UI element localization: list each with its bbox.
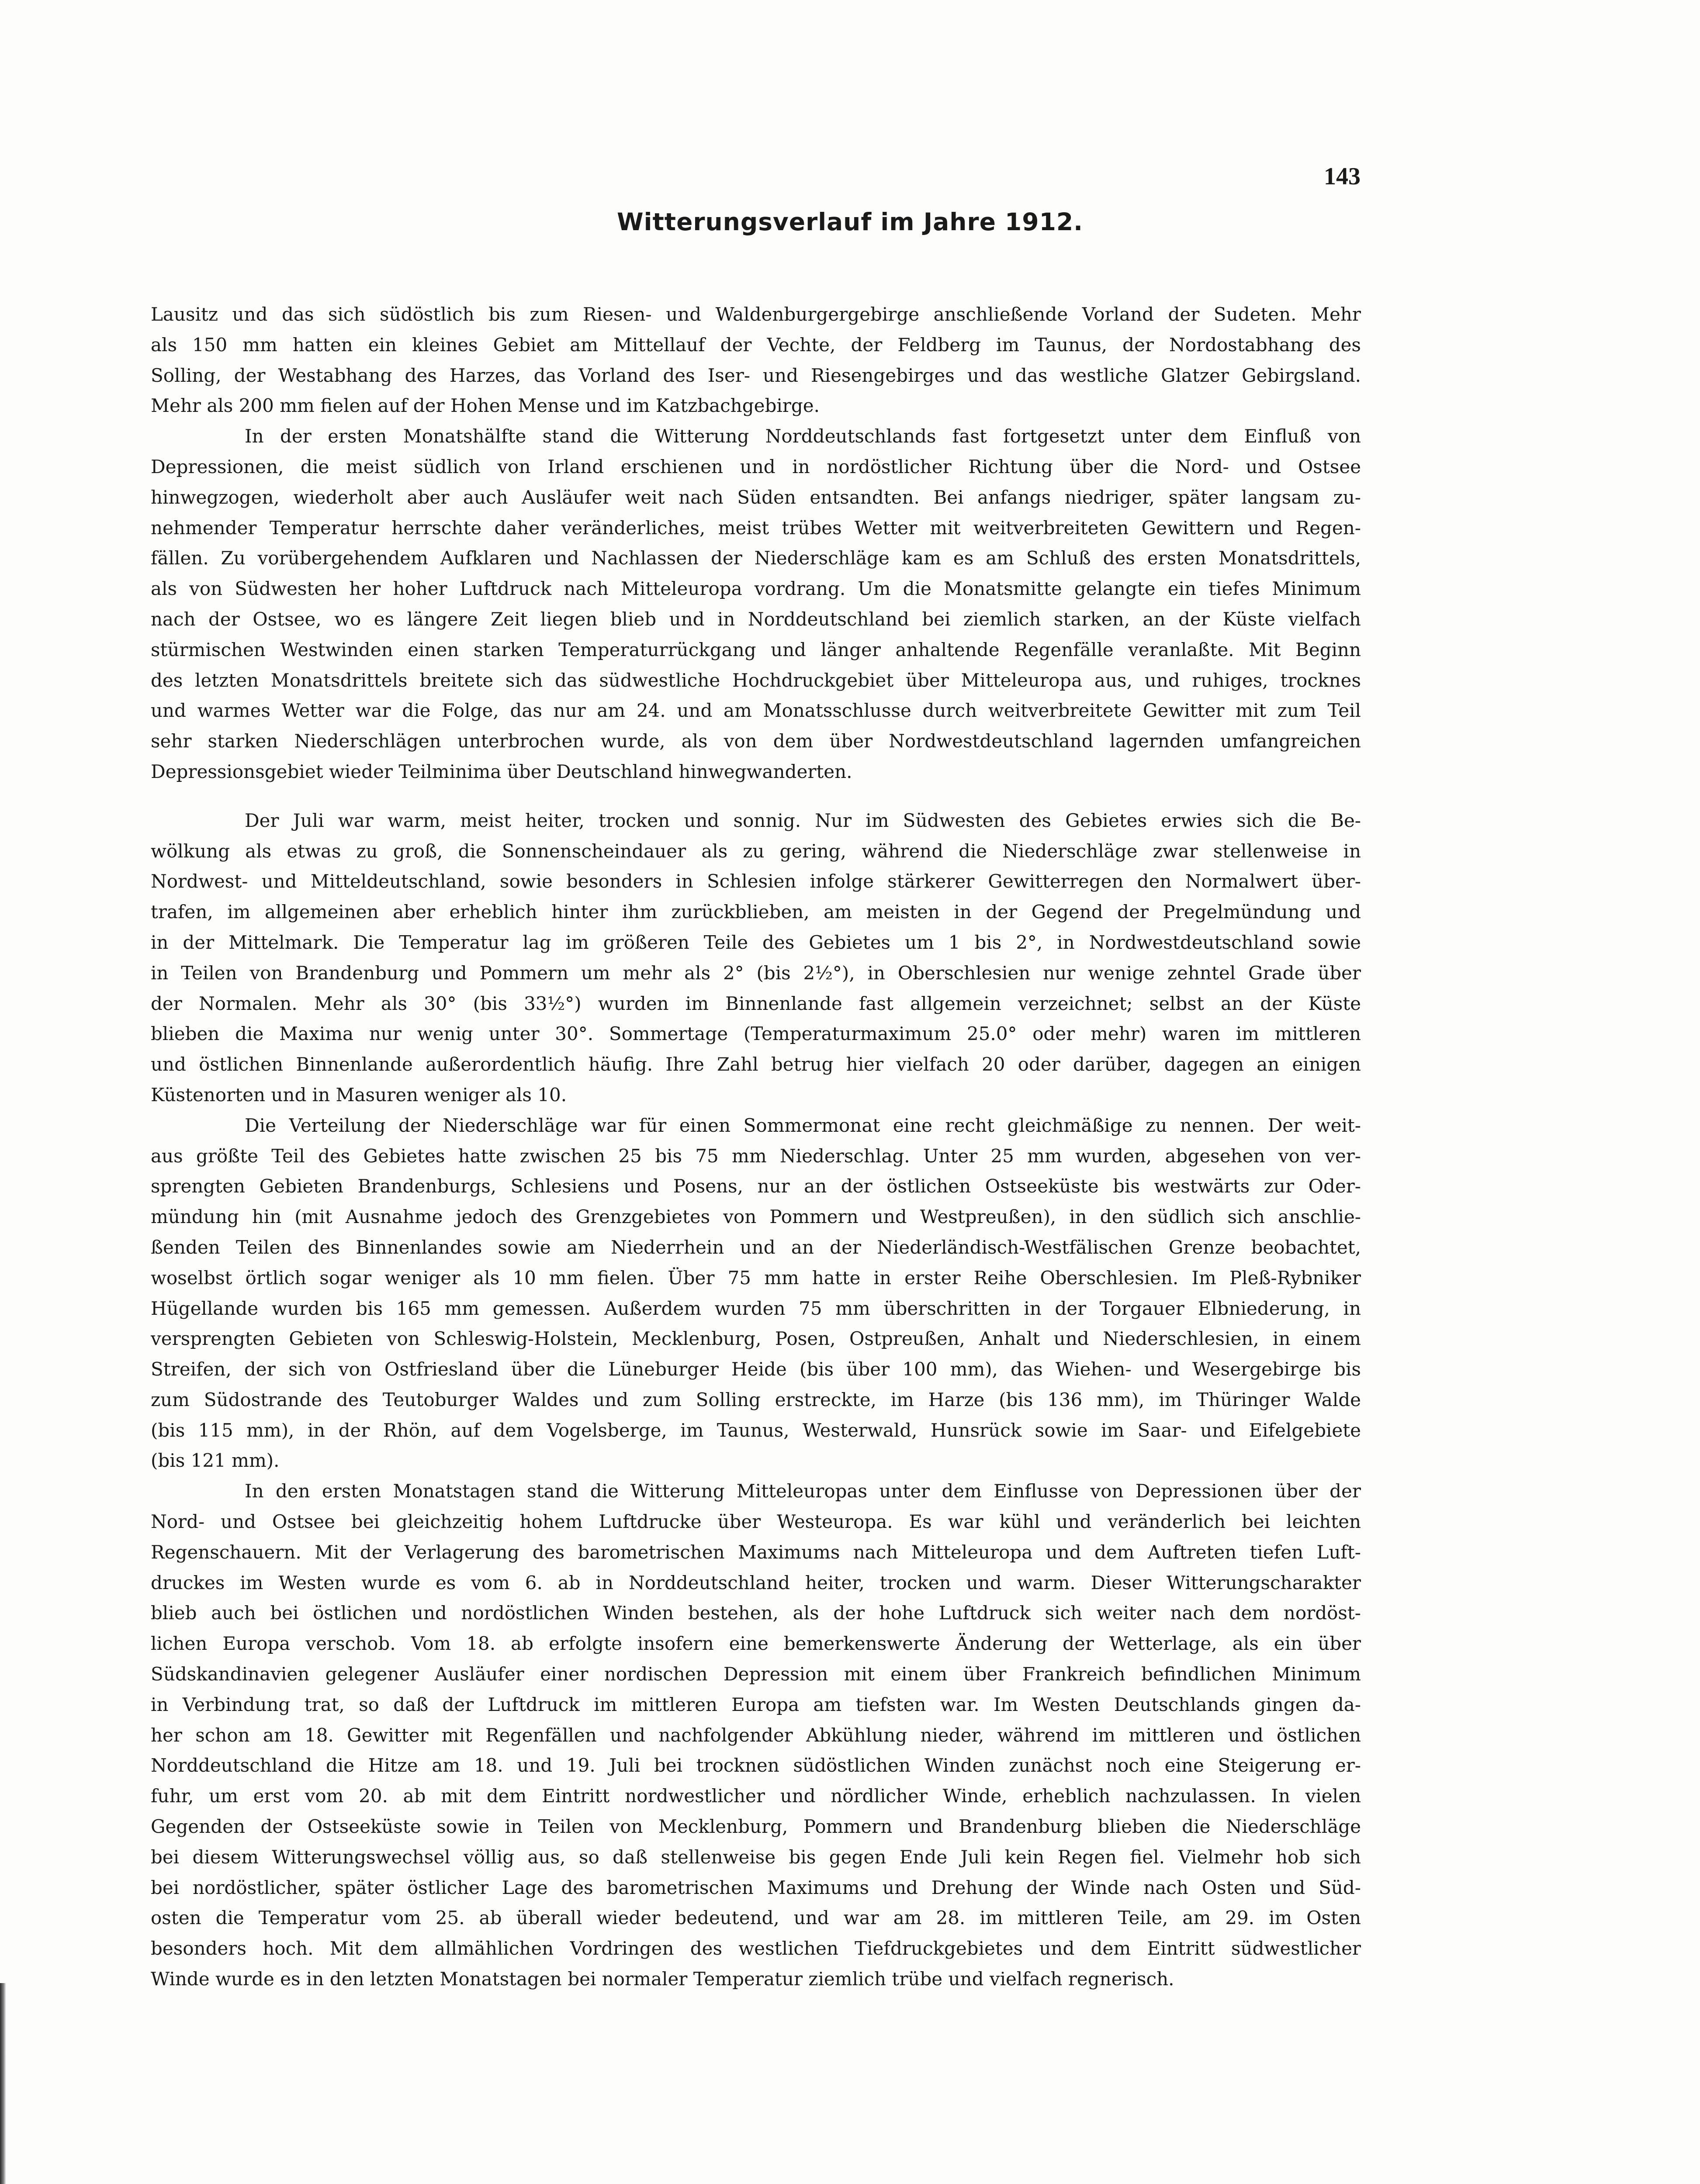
text-line: In den ersten Monatstagen stand die Witterung Mitteleuropas unter dem Einflusse von Depressionen über der bbox=[245, 1480, 1361, 1502]
text-line: osten die Temperatur vom 25. ab überall wieder bedeutend, und war am 28. im mittleren Teile, am 29. im Osten bbox=[151, 1907, 1361, 1929]
text-line: nach der Ostsee, wo es längere Zeit liegen blieb und in Norddeutschland bei ziemlich starken, an der Küste vielfach bbox=[151, 608, 1361, 630]
body-text bbox=[151, 299, 1361, 1994]
text-line: Winde wurde es in den letzten Monatstagen bei normaler Temperatur ziemlich trübe und vielfach regnerisch. bbox=[151, 1968, 1174, 1990]
text-line: mündung hin (mit Ausnahme jedoch des Grenzgebietes von Pommern und Westpreußen), in den südlich sich anschlie- bbox=[151, 1206, 1361, 1228]
text-line: Depressionen, die meist südlich von Irland erschienen und in nordöstlicher Richtung über die Nord- und Ostsee bbox=[151, 456, 1361, 477]
text-line: als von Südwesten her hoher Luftdruck nach Mitteleuropa vordrang. Um die Monatsmitte gelangte ein tiefes Minimum bbox=[151, 578, 1361, 600]
text-line: wölkung als etwas zu groß, die Sonnenscheindauer als zu gering, während die Niederschläge zwar stellenweise in bbox=[151, 840, 1361, 862]
text-line: blieben die Maxima nur wenig unter 30°. Sommertage (Temperaturmaximum 25.0° oder mehr) waren im mittleren bbox=[151, 1023, 1361, 1045]
text-line: in der Mittelmark. Die Temperatur lag im größeren Teile des Gebietes um 1 bis 2°, in Nordwestdeutschland sowie bbox=[151, 931, 1361, 953]
text-line: her schon am 18. Gewitter mit Regenfällen und nachfolgender Abkühlung nieder, während im mittleren und östlichen bbox=[151, 1724, 1361, 1746]
text-line: aus größte Teil des Gebietes hatte zwischen 25 bis 75 mm Niederschlag. Unter 25 mm wurden, abgesehen von ver- bbox=[151, 1145, 1361, 1167]
text-line: fuhr, um erst vom 20. ab mit dem Eintritt nordwestlicher und nördlicher Winde, erheblich nachzulassen. In vielen bbox=[151, 1785, 1361, 1807]
text-line: Küstenorten und in Masuren weniger als 10. bbox=[151, 1084, 567, 1106]
paragraph-2 bbox=[151, 421, 1361, 787]
text-line: Nordwest- und Mitteldeutschland, sowie besonders in Schlesien infolge stärkerer Gewitterregen den Normalwert über- bbox=[151, 871, 1361, 892]
text-line: besonders hoch. Mit dem allmählichen Vordringen des westlichen Tiefdruckgebietes und dem Eintritt südwestlicher bbox=[151, 1938, 1361, 1959]
text-line: lichen Europa verschob. Vom 18. ab erfolgte insofern eine bemerkenswerte Änderung der Wetterlage, als ein über bbox=[151, 1633, 1361, 1655]
text-line: (bis 121 mm). bbox=[151, 1450, 280, 1472]
text-line: bei nordöstlicher, später östlicher Lage des barometrischen Maximums und Drehung der Winde nach Osten und Süd- bbox=[151, 1876, 1361, 1898]
paragraph-1 bbox=[151, 299, 1361, 421]
text-line: fällen. Zu vorübergehendem Aufklaren und Nachlassen der Niederschläge kam es am Schluß des ersten Monatsdrittels, bbox=[151, 547, 1361, 569]
text-line: in Teilen von Brandenburg und Pommern um mehr als 2° (bis 2½°), in Oberschlesien nur wenige zehntel Grade über bbox=[151, 962, 1361, 984]
text-line: in Verbindung trat, so daß der Luftdruck im mittleren Europa am tiefsten war. Im Westen Deutschlands gingen da- bbox=[151, 1693, 1361, 1715]
text-line: Gegenden der Ostseeküste sowie in Teilen von Mecklenburg, Pommern und Brandenburg blieben die Niederschläge bbox=[151, 1816, 1361, 1838]
paragraph-5 bbox=[151, 1476, 1361, 1994]
text-line: blieb auch bei östlichen und nordöstlichen Winden bestehen, als der hohe Luftdruck sich weiter nach dem nordöst- bbox=[151, 1602, 1361, 1624]
text-line: Hügellande wurden bis 165 mm gemessen. Außerdem wurden 75 mm überschritten in der Torgauer Elbniederung, in bbox=[151, 1297, 1361, 1319]
text-line: Norddeutschland die Hitze am 18. und 19. Juli bei trocknen südöstlichen Winden zunächst noch eine Steigerung er- bbox=[151, 1755, 1361, 1776]
text-line: versprengten Gebieten von Schleswig-Holstein, Mecklenburg, Posen, Ostpreußen, Anhalt und Niederschlesien, in einem bbox=[151, 1328, 1361, 1350]
text-line: hinwegzogen, wiederholt aber auch Ausläufer weit nach Süden entsandten. Bei anfangs niedriger, später langsam zu- bbox=[151, 486, 1361, 508]
page-number: 143 bbox=[1324, 163, 1361, 190]
text-line: zum Südostrande des Teutoburger Waldes und zum Solling erstreckte, im Harze (bis 136 mm), im Thüringer Walde bbox=[151, 1389, 1361, 1410]
text-line: bei diesem Witterungswechsel völlig aus, so daß stellenweise bis gegen Ende Juli kein Regen fiel. Vielmehr hob sich bbox=[151, 1846, 1361, 1868]
paragraph-3 bbox=[151, 805, 1361, 1110]
text-line: Solling, der Westabhang des Harzes, das Vorland des Iser- und Riesengebirges und das westliche Glatzer Gebirgsland. bbox=[151, 364, 1361, 386]
text-line: und warmes Wetter war die Folge, das nur am 24. und am Monatsschlusse durch weitverbreitete Gewitter mit zum Teil bbox=[151, 700, 1361, 722]
text-line: Lausitz und das sich südöstlich bis zum Riesen- und Waldenburgergebirge anschließende Vorland der Sudeten. Mehr bbox=[151, 304, 1361, 325]
text-line: Depressionsgebiet wieder Teilminima über Deutschland hinwegwanderten. bbox=[151, 760, 852, 782]
text-line: druckes im Westen wurde es vom 6. ab in Norddeutschland heiter, trocken und warm. Dieser Witterungscharakter bbox=[151, 1572, 1361, 1593]
text-line: Nord- und Ostsee bei gleichzeitig hohem Luftdrucke über Westeuropa. Es war kühl und veränderlich bei leichten bbox=[151, 1511, 1361, 1533]
text-line: ßenden Teilen des Binnenlandes sowie am Niederrhein und an der Niederländisch-Westfälischen Grenze beobachtet, bbox=[151, 1236, 1361, 1258]
text-line: als 150 mm hatten ein kleines Gebiet am Mittellauf der Vechte, der Feldberg im Taunus, der Nordostabhang des bbox=[151, 334, 1361, 356]
paragraph-4 bbox=[151, 1110, 1361, 1476]
page-title: Witterungsverlauf im Jahre 1912. bbox=[616, 208, 1083, 236]
text-line: sehr starken Niederschlägen unterbrochen wurde, als von dem über Nordwestdeutschland lagernden umfangreichen bbox=[151, 730, 1361, 752]
text-line: Südskandinavien gelegener Ausläufer einer nordischen Depression mit einem über Frankreich befindlichen Minimum bbox=[151, 1663, 1361, 1685]
text-line: Der Juli war warm, meist heiter, trocken und sonnig. Nur im Südwesten des Gebietes erwies sich die Be- bbox=[245, 809, 1361, 831]
text-line: trafen, im allgemeinen aber erheblich hinter ihm zurückblieben, am meisten in der Gegend der Pregelmündung und bbox=[151, 901, 1361, 923]
text-line: der Normalen. Mehr als 30° (bis 33½°) wurden im Binnenlande fast allgemein verzeichnet; selbst an der Küste bbox=[151, 992, 1361, 1014]
text-line: Streifen, der sich von Ostfriesland über die Lüneburger Heide (bis über 100 mm), das Wiehen- und Wesergebirge bis bbox=[151, 1358, 1361, 1380]
scan-edge bbox=[0, 1983, 6, 2184]
text-line: nehmender Temperatur herrschte daher veränderliches, meist trübes Wetter mit weitverbreiteten Gewittern und Regen- bbox=[151, 517, 1361, 539]
text-line: sprengten Gebieten Brandenburgs, Schlesiens und Posens, nur an der östlichen Ostseeküste bis westwärts zur Oder- bbox=[151, 1175, 1361, 1197]
text-line: und östlichen Binnenlande außerordentlich häufig. Ihre Zahl betrug hier vielfach 20 oder darüber, dagegen an einigen bbox=[151, 1054, 1361, 1075]
text-line: Regenschauern. Mit der Verlagerung des barometrischen Maximums nach Mitteleuropa und dem Auftreten tiefen Luft- bbox=[151, 1541, 1361, 1563]
text-line: In der ersten Monatshälfte stand die Witterung Norddeutschlands fast fortgesetzt unter dem Einfluß von bbox=[245, 425, 1361, 447]
text-line: Mehr als 200 mm fielen auf der Hohen Mense und im Katzbachgebirge. bbox=[151, 395, 820, 417]
text-line: stürmischen Westwinden einen starken Temperaturrückgang und länger anhaltende Regenfälle veranlaßte. Mit Beginn bbox=[151, 639, 1361, 660]
text-line: Die Verteilung der Niederschläge war für einen Sommermonat eine recht gleichmäßige zu nennen. Der weit- bbox=[245, 1114, 1361, 1136]
text-line: des letzten Monatsdrittels breitete sich das südwestliche Hochdruckgebiet über Mitteleuropa aus, und ruhiges, trocknes bbox=[151, 669, 1361, 691]
text-line: (bis 115 mm), in der Rhön, auf dem Vogelsberge, im Taunus, Westerwald, Hunsrück sowie im Saar- und Eifelgebiete bbox=[151, 1419, 1361, 1441]
text-line: woselbst örtlich sogar weniger als 10 mm fielen. Über 75 mm hatte in erster Reihe Oberschlesien. Im Pleß-Rybniker bbox=[151, 1267, 1361, 1289]
